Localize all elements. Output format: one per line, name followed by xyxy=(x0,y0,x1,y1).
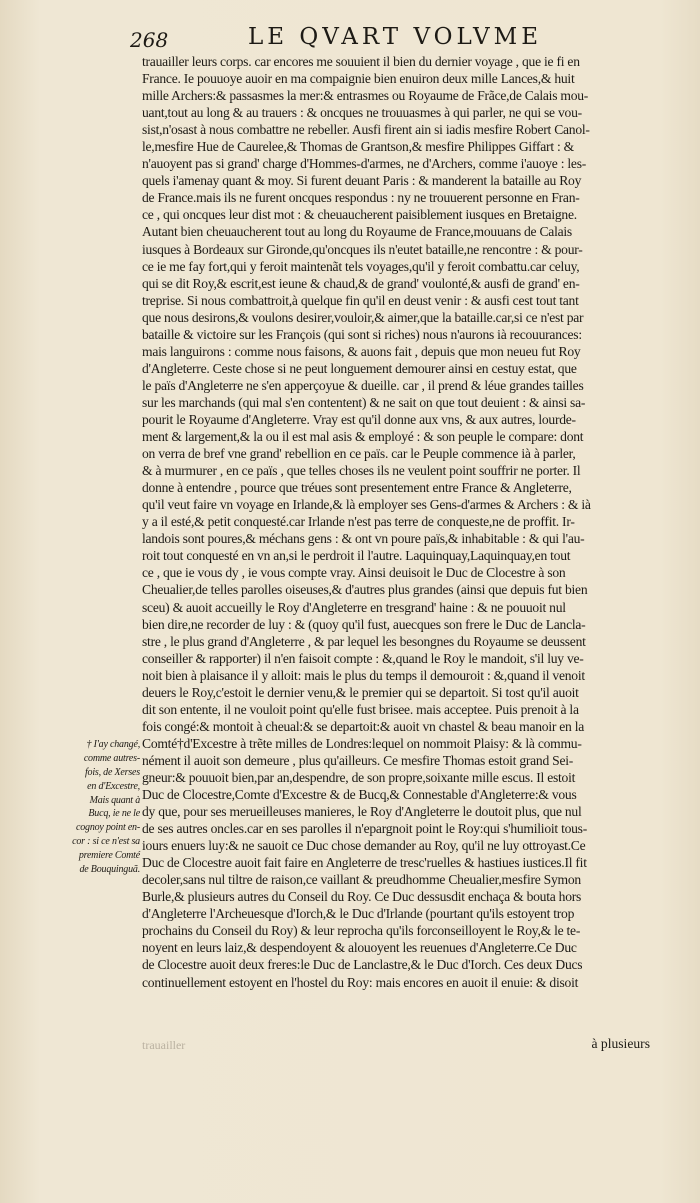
text-line: Autant bien cheuaucherent tout au long du Royaume de France,mouuans de Calais xyxy=(142,224,572,240)
marginal-note-line: † I'ay changé, xyxy=(86,739,140,750)
text-line: on verra de bref vne grand' rebellion en ce païs. car le Peuple commence ià à parler, xyxy=(142,446,576,462)
text-line: France. Ie pouuoye auoir en ma compaignie bien enuiron deux mille Lances,& huit xyxy=(142,71,575,87)
text-line: dy que, pour ses merueilleuses manieres, le Roy d'Angleterre le doutoit plus, que nul xyxy=(142,804,582,820)
text-line: de France.mais ils ne furent oncques respondus : ny ne trouuerent personne en Fran- xyxy=(142,190,580,206)
page-number: 268 xyxy=(130,28,169,52)
text-line: uant,tout au long & au trauers : & oncques ne trouuasmes à qui parler, ne qui se vou- xyxy=(142,105,582,121)
text-line: iusques à Bordeaux sur Gironde,qu'oncques ils n'eutet bataille,ne rencontre : & pour- xyxy=(142,241,583,257)
marginal-note xyxy=(58,738,140,877)
text-line: ment & largement,& la ou il est mal asis & employé : & son peuple le compare: dont xyxy=(142,429,584,445)
text-line: Duc de Clocestre,Comte d'Excestre & de Bucq,& Connestable d'Angleterre:& vous xyxy=(142,787,577,803)
text-line: nément il auoit son demeure , plus qu'ailleurs. Ce mesfire Thomas estoit grand Sei- xyxy=(142,752,574,768)
catchword: à plusieurs xyxy=(591,1036,650,1051)
text-line: de ses autres oncles.car en ses parolles il n'epargnoit point le Roy:qui s'humilioit tous- xyxy=(142,821,588,837)
marginal-note-line: premiere Comté xyxy=(78,850,140,862)
text-line: bataille & victoire sur les François (qui sont si riches) nous n'aurons ià recouurances: xyxy=(142,326,582,342)
body-text xyxy=(142,53,658,991)
text-line: quels i'amenay quant & moy. Si furent deuant Paris : & manderent la bataille au Roy xyxy=(142,173,582,189)
marginal-note-line: fois, de Xerses xyxy=(84,766,140,778)
text-line: decoler,sans nul tiltre de raison,ce vaillant & preudhomme Cheualier,mesfire Symon xyxy=(142,872,581,888)
text-line: le païs d'Angleterre ne s'en apperçoyue & dueille. car , il prend & léue grandes tailles xyxy=(142,377,584,393)
text-line: & à murmurer , en ce païs , que telles choses ils ne veulent point souffrir ne porter. Il xyxy=(142,463,581,479)
text-line: gneur:& pouuoit bien,par an,despendre, de son propre,soixante mille escus. Il estoit xyxy=(142,769,576,785)
text-line: sur les marchands (qui mal s'en contentent) & ne sait on que tout deuient : & ainsi sa- xyxy=(142,394,586,410)
text-line: donne à entendre , pource que tréues sont presentement entre France & Angleterre, xyxy=(142,480,572,496)
text-line: trauailler leurs corps. car encores me souuient il bien du dernier voyage , que ie fi en xyxy=(142,54,580,69)
marginal-note-line: comme autres- xyxy=(83,752,140,764)
text-line: iours enuers luy:& ne sauoit ce Duc chose demander au Roy, qu'il ne luy ottroyast.Ce xyxy=(142,838,586,854)
text-line: Cheualier,de telles parolles oiseuses,& d'autres plus grandes (ainsi que depuis fut bien xyxy=(142,582,588,598)
text-line: sist,n'osast à nous combattre ne rebeller. Ausfi firent ain si iadis mesfire Robert Canol- xyxy=(142,122,590,138)
text-line: que nous desirons,& voulons desirer,vouloir,& aimer,que la bataille.car,si ce n'est par xyxy=(142,309,584,325)
running-title: LE QVART VOLVME xyxy=(248,24,543,50)
text-line: qui se dit Roy,& escrit,est ieune & chaud,& de grand' voulonté,& ausfi de grand' en- xyxy=(142,275,580,291)
text-line: Duc de Clocestre auoit fait faire en Angleterre de tresc'ruelles & hastiues iustices.Il fit xyxy=(142,855,587,871)
text-line: treprise. Si nous combattroit,à quelque fin qu'il en deust venir : & ausfi cest tout tant xyxy=(142,292,579,308)
text-line: continuellement estoyent en l'hostel du Roy: mais encores en auoit il enuie: & disoit xyxy=(142,974,579,990)
text-line: deuers le Roy,c'estoit le dernier venu,& le premier qui se departoit. Si tost qu'il auoit xyxy=(142,684,579,700)
text-line: d'Angleterre. Ceste chose si ne peut longuement demourer ainsi en cestuy estat, que xyxy=(142,360,577,376)
marginal-note-line: de Bouquinguã. xyxy=(79,864,140,876)
text-line: y a il esté,& petit conquesté.car Irlande n'est pas terre de conqueste,ne de proffit. Ir- xyxy=(142,514,575,530)
text-line: ce , que ie vous dy , ie vous compte vray. Ainsi deuisoit le Duc de Clocestre à son xyxy=(142,565,566,581)
text-line: noit bien à plaisance il y alloit: mais le plus du temps il demouroit : &,quand il venoit xyxy=(142,667,585,683)
text-line: Comté†d'Excestre à trẽte milles de Londres:lequel on nommoit Plaisy: & là commu- xyxy=(142,735,582,751)
marginal-note-line: cognoy point en- xyxy=(75,822,140,834)
text-line: d'Angleterre l'Archeuesque d'Iorch,& le Duc d'Irlande (pourtant qu'ils estoyent trop xyxy=(142,906,575,922)
page-header xyxy=(130,24,670,54)
marginal-note-line: Bucq, ie ne le xyxy=(88,808,140,820)
text-line: bien dire,ne recorder de luy : & (quoy qu'il fust, auecques son frere le Duc de Lancla- xyxy=(142,616,586,632)
text-line: prochains du Conseil du Roy) & leur reprocha qu'ils forconseilloyent le Roy,& le te- xyxy=(142,923,581,939)
text-line: dit son entente, il ne vouloit point qu'elle fust brisee. mais acceptee. Puis prenoit à la xyxy=(142,701,579,717)
bleed-through-text: trauailler xyxy=(142,1038,186,1052)
marginal-note-line: Mais quant à xyxy=(89,794,140,806)
text-line: Burle,& plusieurs autres du Conseil du Roy. Ce Duc dessusdit enchaça & bouta hors xyxy=(142,889,582,905)
text-line: landois sont poures,& méchans gens : & ont vn poure païs,& inhabitable : & qui l'au- xyxy=(142,531,585,547)
text-line: le,mesfire Hue de Caurelee,& Thomas de Grantson,& mesfire Philippes Giffart : & xyxy=(142,139,574,155)
text-line: ce ie me fay fort,qui y feroit maintenãt tels voyages,qu'il y feroit combattu.car celuy, xyxy=(142,258,580,274)
text-line: stre , le plus grand d'Angleterre , & par lequel les besongnes du Royaume se deussent xyxy=(142,633,586,649)
text-line: ce , qui oncques leur dist mot : & cheuaucherent paisiblement iusques en Bretaigne. xyxy=(142,207,577,223)
text-line: conseiller & rapporter) il n'en faisoit compte : &,quand le Roy le mandoit, s'il luy ve- xyxy=(142,650,584,666)
text-line: de Clocestre auoit deux freres:le Duc de Lanclastre,& le Duc d'Iorch. Ces deux Ducs xyxy=(142,957,583,973)
marginal-note-line: cor : si ce n'est sa xyxy=(72,836,140,848)
page-footer xyxy=(142,1036,658,1056)
marginal-note-line: en d'Excestre, xyxy=(87,780,140,792)
text-line: mille Archers:& passasmes la mer:& entrasmes ou Royaume de Frãce,de Calais mou- xyxy=(142,88,589,104)
text-line: mais languirons : comme nous faisons, & auons fait , depuis que mon neueu fut Roy xyxy=(142,343,581,359)
text-line: noyent en leurs laiz,& despendoyent & alouoyent les reuenues d'Angleterre.Ce Duc xyxy=(142,940,577,956)
text-line: roit tout conquesté en vn an,si le perdroit il l'autre. Laquinquay,Laquinquay,en tout xyxy=(142,548,571,564)
text-line: qu'il veut faire vn voyage en Irlande,& là employer ses Gens-d'armes & Archers : & ià xyxy=(142,497,591,513)
text-line: n'auoyent pas si grand' charge d'Hommes-d'armes, ne d'Archers, comme i'auoye : les- xyxy=(142,156,587,172)
text-line: pourit le Royaume d'Angleterre. Vray est qu'il donne aux vns, & aux autres, lourde- xyxy=(142,411,576,427)
text-line: fois congé:& montoit à cheual:& se departoit:& auoit vn chastel & beau manoir en la xyxy=(142,718,585,734)
text-line: sceu) & auoit accueilly le Roy d'Angleterre en tresgrand' haine : & ne pouuoit nul xyxy=(142,599,566,615)
